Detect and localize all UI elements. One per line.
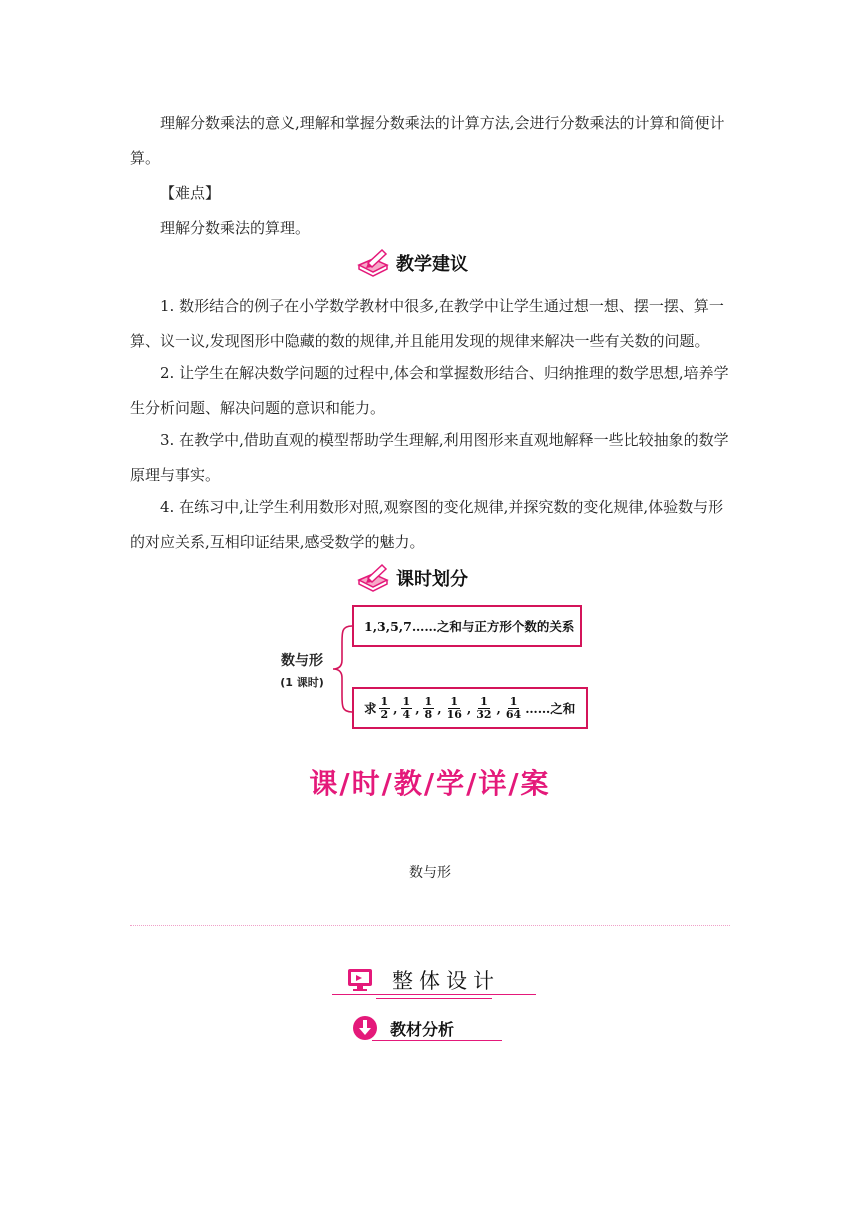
fraction: $\frac{1}{16}$ — [446, 694, 462, 721]
lesson-box-1-text: 1,3,5,7……之和与正方形个数的关系 — [364, 619, 575, 634]
lesson-division-heading — [356, 563, 468, 593]
dotted-divider — [130, 925, 730, 926]
overall-design-heading — [346, 965, 500, 995]
section-name: 数与形 — [409, 865, 451, 881]
advice-item-2: 2. 让学生在解决数学问题的过程中,体会和掌握数形结合、归纳推理的数学思想,培养学生分析问题、解决问题的意识和能力。 — [130, 364, 729, 417]
intro-paragraph: 理解分数乘法的意义,理解和掌握分数乘法的计算方法,会进行分数乘法的计算和简便计算。 — [130, 114, 725, 167]
banner-title: 课/时/教/学/详/案 — [309, 767, 551, 800]
fraction: $\frac{1}{64}$ — [505, 694, 522, 721]
overall-design-title: 整体设计 — [392, 969, 500, 993]
advice-item-1: 1. 数形结合的例子在小学数学教材中很多,在教学中让学生通过想一想、摆一摆、算一算、议一议,发现图形中隐藏的数的规律,并且能用发现的规律来解决一些有关数的问题。 — [130, 297, 724, 350]
overall-design-underline-2 — [376, 998, 492, 999]
lesson-box-2: 求 $\frac{1}{2}$ , $\frac{1}{4}$ , $\frac{1}{8}$ , $\frac{1}{16}$ , $\frac{1}{32}$ , $\frac{1}{64}$ ……之和 — [352, 687, 588, 729]
pencil-book-icon — [356, 563, 390, 593]
lesson-division-title: 课时划分 — [396, 569, 468, 590]
pencil-book-icon — [356, 248, 390, 278]
lesson-box-2-suffix: ……之和 — [525, 701, 576, 716]
lesson-count: (1 课时) — [280, 676, 324, 689]
topic-label: 数与形 — [281, 653, 323, 669]
fraction: $\frac{1}{32}$ — [476, 694, 492, 721]
lesson-box-1 — [352, 605, 582, 647]
textbook-analysis-underline — [372, 1040, 502, 1041]
monitor-icon — [346, 967, 374, 993]
difficulty-paragraph: 理解分数乘法的算理。 — [160, 219, 311, 237]
teaching-advice-heading — [356, 248, 468, 278]
textbook-analysis-heading — [352, 1015, 454, 1041]
fraction: $\frac{1}{4}$ — [402, 694, 411, 721]
teaching-advice-title: 教学建议 — [396, 254, 468, 275]
advice-item-3: 3. 在教学中,借助直观的模型帮助学生理解,利用图形来直观地解释一些比较抽象的数学原理与事实。 — [130, 431, 729, 484]
lesson-box-2-prefix: 求 — [364, 701, 377, 716]
advice-item-4: 4. 在练习中,让学生利用数形对照,观察图的变化规律,并探究数的变化规律,体验数与形的对应关系,互相印证结果,感受数学的魅力。 — [130, 498, 724, 551]
download-arrow-icon — [352, 1015, 378, 1041]
fraction: $\frac{1}{2}$ — [380, 694, 389, 721]
difficulty-label: 【难点】 — [160, 184, 221, 202]
fraction: $\frac{1}{8}$ — [424, 694, 433, 721]
textbook-analysis-title: 教材分析 — [390, 1019, 455, 1039]
overall-design-underline — [332, 994, 536, 995]
